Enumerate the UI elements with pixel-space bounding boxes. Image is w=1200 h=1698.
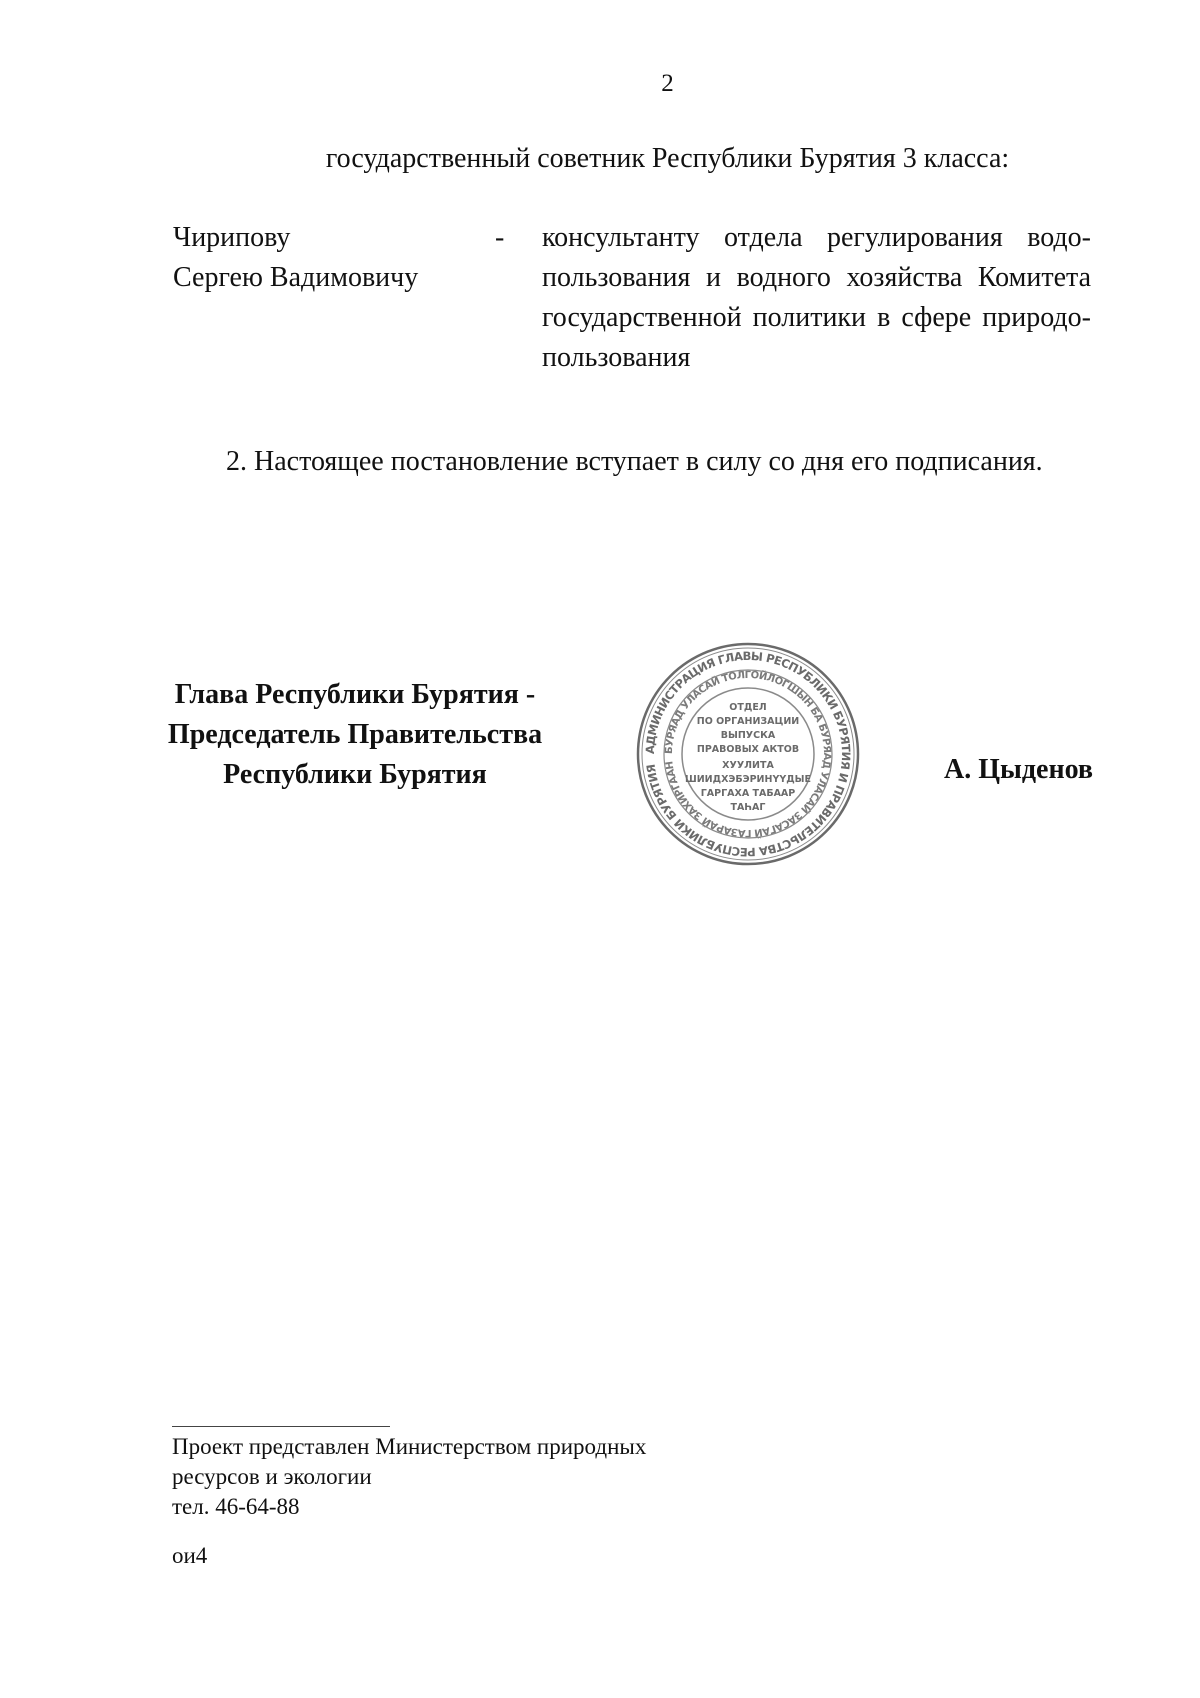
appointee-given-names: Сергею Вадимовичу [173, 262, 419, 293]
seal-center-line: ПРАВОВЫХ АКТОВ [696, 744, 800, 755]
appointee-name [173, 218, 418, 298]
position-line: консультанту отдела регулирования водо- [542, 222, 1091, 253]
footnote-line: тел. 46-64-88 [172, 1494, 300, 1519]
signatory-title-line: Председатель Правительства [167, 719, 543, 750]
page-number: 2 [661, 70, 674, 97]
position-line: пользования и водного хозяйства Комитета [542, 262, 1091, 293]
signatory-name: А. Цыденов [943, 754, 1093, 785]
seal-outer-ring-text: АДМИНИСТРАЦИЯ ГЛАВЫ РЕСПУБЛИКИ БУРЯТИЯ И ПРАВИТЕЛЬСТВА РЕСПУБЛИКИ БУРЯТИЯ [642, 648, 854, 860]
footnote-divider [172, 1426, 390, 1427]
seal-center-line: ХУУЛИТА [722, 760, 774, 771]
seal-center-line: ТАҺАГ [730, 802, 766, 813]
seal-center-line: ОТДЕЛ [729, 702, 767, 713]
appointee-surname: Чирипову [173, 222, 291, 253]
signatory-title-line: Республики Бурятия [223, 759, 487, 790]
seal-center-line: ПО ОРГАНИЗАЦИИ [696, 716, 800, 727]
footnote [172, 1432, 646, 1522]
rank-heading: государственный советник Республики Бурятия 3 класса: [325, 143, 1010, 174]
seal-icon [634, 640, 862, 868]
document-code: ои4 [172, 1543, 208, 1568]
footnote-line: ресурсов и экологии [172, 1464, 372, 1489]
seal-center-line: ШИИДХЭБЭРИНҮҮДЫЕ [684, 774, 812, 785]
appointee-dash: - [495, 222, 505, 253]
signatory-title-line: Глава Республики Бурятия - [174, 679, 536, 710]
seal-inner-ring-text: БУРЯАД УЛАСАЙ ТОЛГОЙЛОГШЫН БА БУРЯАД УЛАСАЙ ЗАСАГАЙ ГАЗАРАЙ ЗАХИРГААН [663, 669, 833, 839]
position-line: государственной политики в сфере природо- [542, 302, 1091, 333]
footnote-line: Проект представлен Министерством природных [172, 1434, 647, 1459]
appointee-position [542, 218, 1091, 378]
official-seal [634, 640, 862, 868]
seal-center-line: ВЫПУСКА [720, 730, 776, 741]
clause-2: 2. Настоящее постановление вступает в силу со дня его подписания. [226, 446, 1043, 477]
position-line: пользования [542, 342, 691, 373]
seal-center-line: ГАРГАХА ТАБААР [700, 788, 796, 799]
signatory-title [150, 675, 560, 795]
